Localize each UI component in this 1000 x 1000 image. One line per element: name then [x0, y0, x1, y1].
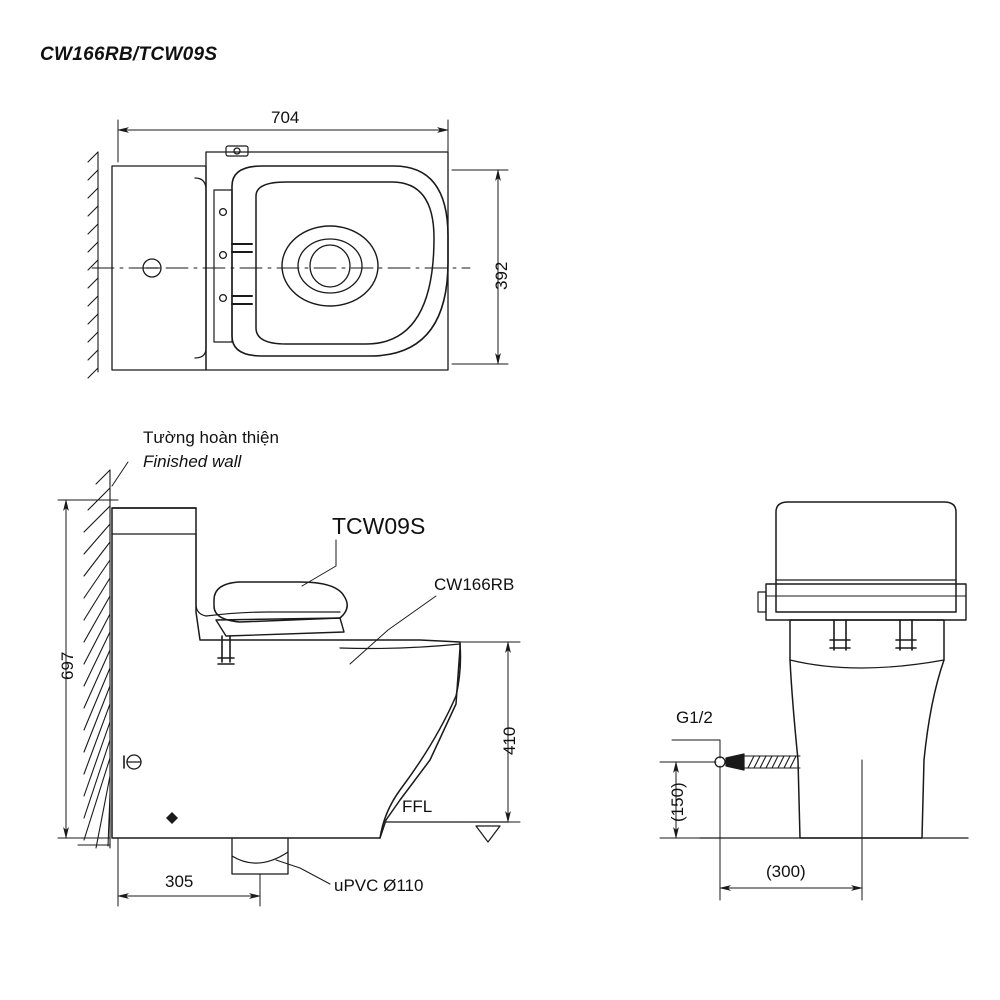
dim-label-supply-width: (300)	[766, 862, 806, 881]
callout-wall-en: Finished wall	[143, 452, 242, 471]
drain-pipe	[232, 838, 288, 874]
leader-supply	[672, 740, 720, 758]
seat-hinge-plate	[214, 190, 232, 342]
supply-valve	[726, 754, 744, 770]
callout-wall-vi: Tường hoàn thiện	[143, 428, 279, 447]
front-view-group	[660, 502, 968, 900]
leader-bowl	[350, 596, 436, 664]
supply-pipe	[744, 756, 800, 768]
dim-label-total-height: 697	[58, 651, 77, 680]
dim-label-supply-height: (150)	[668, 782, 687, 822]
bowl-body-top	[206, 152, 448, 370]
dim-label-top-width: 704	[271, 108, 300, 127]
seat-outline-top	[232, 166, 448, 356]
wall-hatch-top	[88, 152, 98, 378]
bowl-front	[790, 620, 944, 838]
seat-lid-side	[214, 582, 347, 622]
callout-supply: G1/2	[676, 708, 713, 727]
callout-ffl: FFL	[402, 797, 433, 816]
toilet-body-side	[112, 508, 460, 838]
dim-label-top-depth: 392	[492, 261, 511, 290]
leader-drain	[276, 860, 330, 884]
dim-label-drain-offset: 305	[165, 872, 194, 891]
page-title: CW166RB/TCW09S	[40, 44, 218, 65]
callout-drain: uPVC Ø110	[334, 876, 424, 895]
dim-label-seat-height: 410	[500, 726, 519, 755]
seat-hinge-front	[758, 592, 766, 612]
callout-seat-model: TCW09S	[332, 513, 426, 539]
seat-front	[766, 584, 966, 620]
leader-wall	[112, 462, 128, 486]
datum-marker	[166, 812, 178, 824]
wall-hatch-side	[78, 470, 110, 848]
bowl-water-top	[282, 226, 378, 306]
callout-bowl-model: CW166RB	[434, 575, 515, 594]
leader-seat	[302, 540, 336, 586]
ffl-symbol	[476, 826, 500, 842]
side-view-group	[58, 462, 520, 906]
top-view-group	[88, 120, 508, 378]
